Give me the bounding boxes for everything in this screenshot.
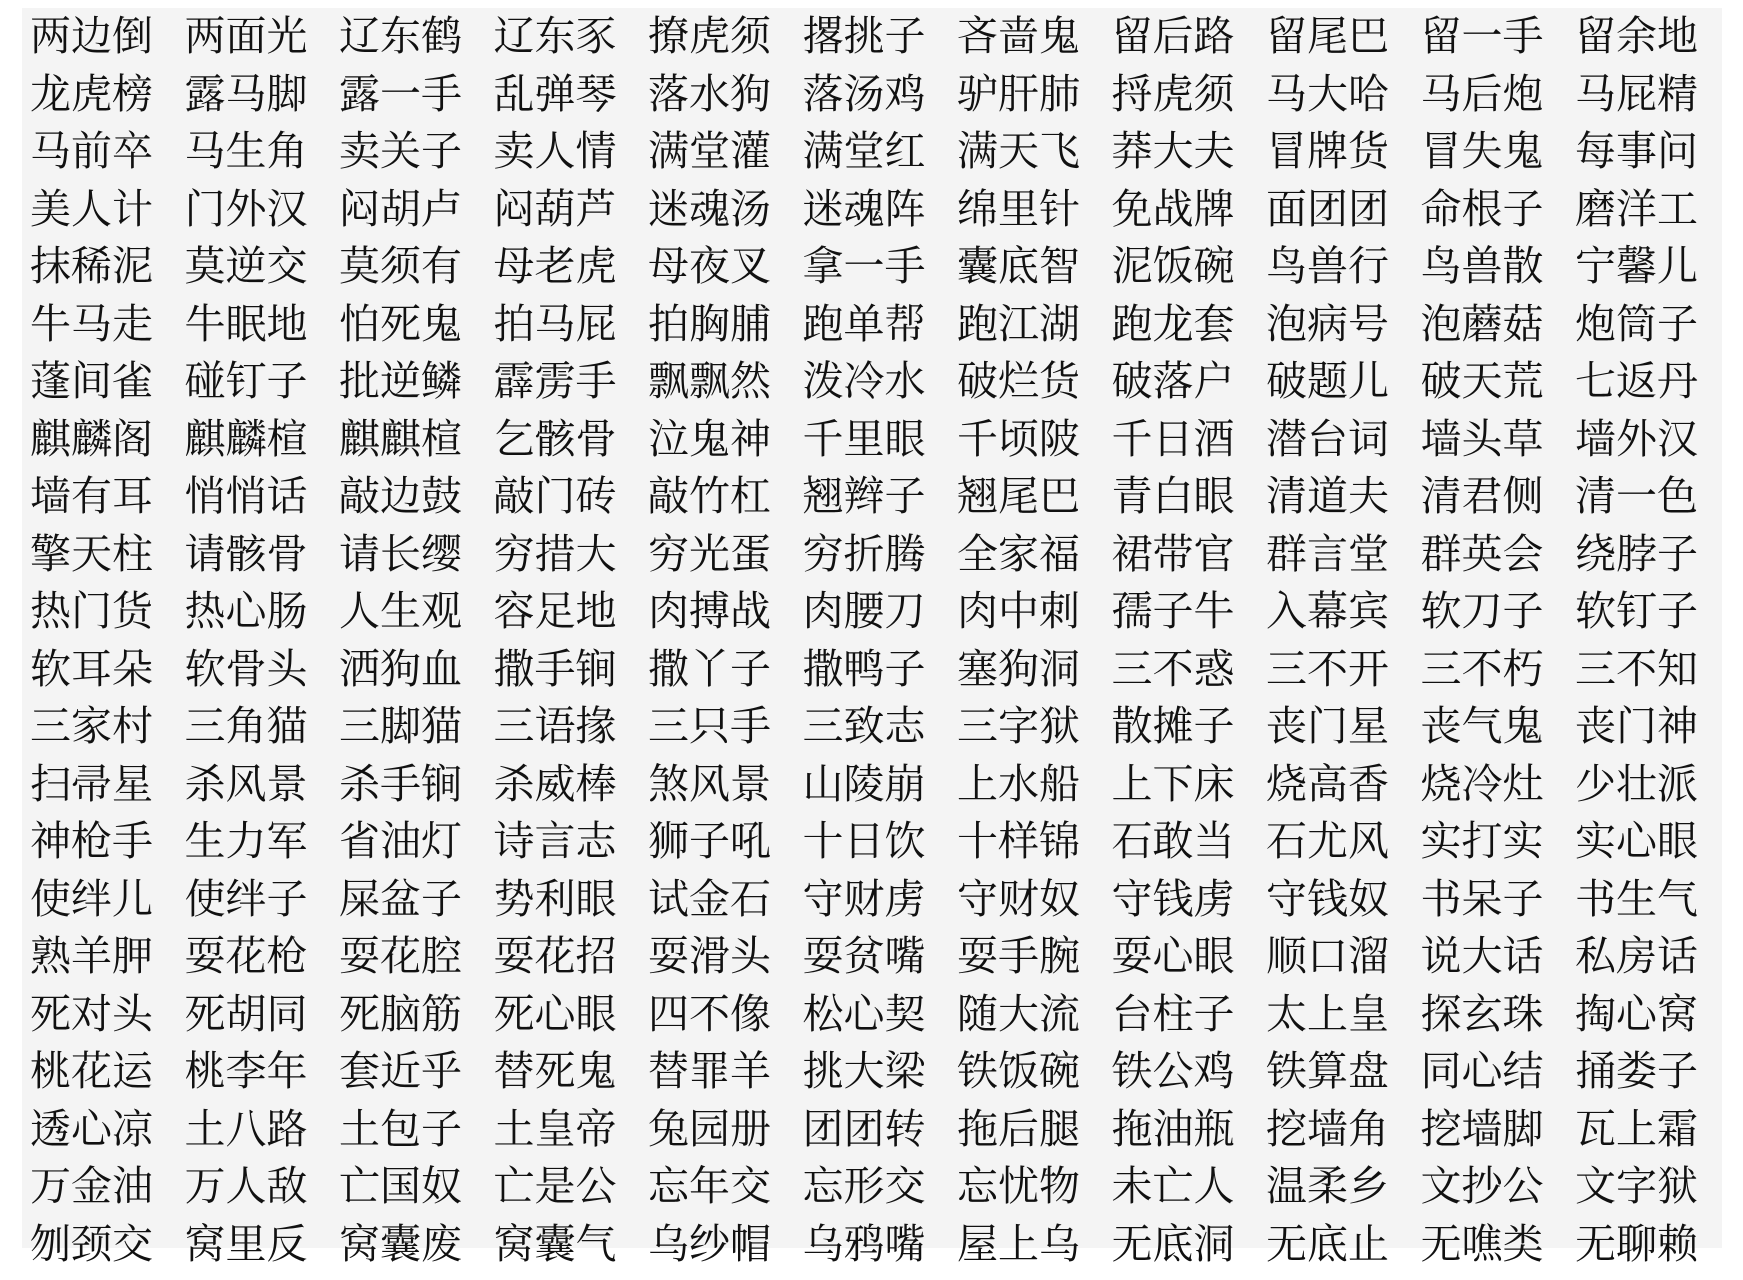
idiom-cell: 莽大夫 bbox=[1111, 127, 1235, 175]
idiom-cell: 挑大梁 bbox=[802, 1047, 926, 1095]
idiom-cell: 守钱虏 bbox=[1111, 874, 1235, 923]
idiom-cell: 冒失鬼 bbox=[1420, 127, 1544, 175]
idiom-cell: 温柔乡 bbox=[1266, 1162, 1389, 1210]
idiom-cell: 飘飘然 bbox=[648, 357, 771, 405]
idiom-cell: 清道夫 bbox=[1266, 472, 1389, 520]
idiom-cell: 三不惑 bbox=[1111, 644, 1235, 693]
idiom-cell: 热心肠 bbox=[184, 587, 308, 635]
idiom-cell: 露一手 bbox=[339, 69, 462, 118]
idiom-cell: 杀威棒 bbox=[493, 759, 617, 808]
idiom-cell: 墙头草 bbox=[1420, 414, 1544, 463]
idiom-cell: 清君侧 bbox=[1420, 472, 1544, 520]
idiom-cell: 窝里反 bbox=[184, 1219, 308, 1268]
idiom-cell: 三字狱 bbox=[957, 702, 1080, 750]
idiom-cell: 牛马走 bbox=[30, 299, 153, 348]
idiom-cell: 马前卒 bbox=[30, 127, 153, 175]
idiom-cell: 洒狗血 bbox=[339, 644, 462, 693]
idiom-cell: 敲门砖 bbox=[493, 472, 617, 520]
idiom-cell: 烧高香 bbox=[1266, 759, 1389, 808]
idiom-cell: 拍胸脯 bbox=[648, 299, 771, 348]
idiom-cell: 乞骸骨 bbox=[493, 414, 617, 463]
idiom-cell: 煞风景 bbox=[648, 759, 771, 808]
idiom-cell: 软耳朵 bbox=[30, 644, 153, 693]
idiom-cell: 熟羊胛 bbox=[30, 932, 153, 980]
idiom-cell: 翘尾巴 bbox=[957, 472, 1080, 520]
idiom-cell: 千里眼 bbox=[802, 414, 926, 463]
idiom-cell: 磨洋工 bbox=[1575, 184, 1698, 233]
idiom-cell: 屎盆子 bbox=[339, 874, 462, 923]
idiom-cell: 桃花运 bbox=[30, 1047, 153, 1095]
idiom-cell: 泼冷水 bbox=[802, 357, 926, 405]
idiom-cell: 挖墙脚 bbox=[1420, 1104, 1544, 1153]
idiom-cell: 软骨头 bbox=[184, 644, 308, 693]
idiom-cell: 使绊儿 bbox=[30, 874, 153, 923]
idiom-cell: 马后炮 bbox=[1420, 69, 1544, 118]
idiom-cell: 群英会 bbox=[1420, 529, 1544, 578]
idiom-cell: 三家村 bbox=[30, 702, 153, 750]
idiom-cell: 莫须有 bbox=[339, 242, 462, 290]
idiom-cell: 跑单帮 bbox=[802, 299, 926, 348]
idiom-cell: 满堂灌 bbox=[648, 127, 771, 175]
idiom-cell: 拖后腿 bbox=[957, 1104, 1080, 1153]
idiom-cell: 敲边鼓 bbox=[339, 472, 462, 520]
idiom-cell: 扫帚星 bbox=[30, 759, 153, 808]
idiom-cell: 群言堂 bbox=[1266, 529, 1389, 578]
idiom-cell: 三角猫 bbox=[184, 702, 308, 750]
idiom-cell: 留后路 bbox=[1111, 12, 1235, 60]
idiom-cell: 掏心窝 bbox=[1575, 989, 1698, 1038]
idiom-cell: 破落户 bbox=[1111, 357, 1235, 405]
idiom-cell: 面团团 bbox=[1266, 184, 1389, 233]
idiom-cell: 耍花枪 bbox=[184, 932, 308, 980]
idiom-cell: 热门货 bbox=[30, 587, 153, 635]
idiom-cell: 守钱奴 bbox=[1266, 874, 1389, 923]
idiom-cell: 三不知 bbox=[1575, 644, 1698, 693]
idiom-cell: 炮筒子 bbox=[1575, 299, 1698, 348]
idiom-cell: 怕死鬼 bbox=[339, 299, 462, 348]
idiom-cell: 探玄珠 bbox=[1420, 989, 1544, 1038]
idiom-cell: 三语掾 bbox=[493, 702, 617, 750]
idiom-cell: 捅娄子 bbox=[1575, 1047, 1698, 1095]
idiom-cell: 迷魂阵 bbox=[802, 184, 926, 233]
idiom-cell: 忘年交 bbox=[648, 1162, 771, 1210]
idiom-cell: 文字狱 bbox=[1575, 1162, 1698, 1210]
idiom-cell: 母老虎 bbox=[493, 242, 617, 290]
idiom-cell: 松心契 bbox=[802, 989, 926, 1038]
idiom-cell: 每事问 bbox=[1575, 127, 1698, 175]
idiom-cell: 肉搏战 bbox=[648, 587, 771, 635]
idiom-cell: 乱弹琴 bbox=[493, 69, 617, 118]
idiom-cell: 透心凉 bbox=[30, 1104, 153, 1153]
idiom-cell: 请骸骨 bbox=[184, 529, 308, 578]
idiom-cell: 省油灯 bbox=[339, 817, 462, 865]
idiom-cell: 泥饭碗 bbox=[1111, 242, 1235, 290]
idiom-cell: 迷魂汤 bbox=[648, 184, 771, 233]
idiom-cell: 满堂红 bbox=[802, 127, 926, 175]
idiom-cell: 太上皇 bbox=[1266, 989, 1389, 1038]
idiom-cell: 书生气 bbox=[1575, 874, 1698, 923]
idiom-cell: 四不像 bbox=[648, 989, 771, 1038]
idiom-cell: 台柱子 bbox=[1111, 989, 1235, 1038]
idiom-cell: 马大哈 bbox=[1266, 69, 1389, 118]
idiom-cell: 入幕宾 bbox=[1266, 587, 1389, 635]
idiom-cell: 龙虎榜 bbox=[30, 69, 153, 118]
idiom-cell: 马生角 bbox=[184, 127, 308, 175]
idiom-cell: 窝囊气 bbox=[493, 1219, 617, 1268]
idiom-cell: 说大话 bbox=[1420, 932, 1544, 980]
idiom-cell: 麒麟楦 bbox=[184, 414, 308, 463]
idiom-cell: 辽东豕 bbox=[493, 12, 617, 60]
idiom-cell: 敲竹杠 bbox=[648, 472, 771, 520]
idiom-cell: 套近乎 bbox=[339, 1047, 462, 1095]
idiom-cell: 撒鸭子 bbox=[802, 644, 926, 693]
idiom-cell: 破题儿 bbox=[1266, 357, 1389, 405]
idiom-cell: 麒麒楦 bbox=[339, 414, 462, 463]
idiom-cell: 悄悄话 bbox=[184, 472, 308, 520]
idiom-cell: 守财奴 bbox=[957, 874, 1080, 923]
idiom-cell: 撂挑子 bbox=[802, 12, 926, 60]
idiom-cell: 未亡人 bbox=[1111, 1162, 1235, 1210]
idiom-cell: 留一手 bbox=[1420, 12, 1544, 60]
idiom-cell: 私房话 bbox=[1575, 932, 1698, 980]
idiom-cell: 拖油瓶 bbox=[1111, 1104, 1235, 1153]
idiom-cell: 捋虎须 bbox=[1111, 69, 1235, 118]
idiom-cell: 文抄公 bbox=[1420, 1162, 1544, 1210]
idiom-cell: 杀风景 bbox=[184, 759, 308, 808]
idiom-cell: 随大流 bbox=[957, 989, 1080, 1038]
idiom-cell: 翘辫子 bbox=[802, 472, 926, 520]
idiom-cell: 牛眠地 bbox=[184, 299, 308, 348]
idiom-cell: 抹稀泥 bbox=[30, 242, 153, 290]
idiom-cell: 千日酒 bbox=[1111, 414, 1235, 463]
idiom-cell: 试金石 bbox=[648, 874, 771, 923]
idiom-cell: 铁公鸡 bbox=[1111, 1047, 1235, 1095]
idiom-cell: 三只手 bbox=[648, 702, 771, 750]
idiom-cell: 死脑筋 bbox=[339, 989, 462, 1038]
idiom-cell: 穷光蛋 bbox=[648, 529, 771, 578]
idiom-cell: 忘形交 bbox=[802, 1162, 926, 1210]
idiom-cell: 石敢当 bbox=[1111, 817, 1235, 865]
idiom-cell: 软刀子 bbox=[1420, 587, 1544, 635]
idiom-cell: 绕脖子 bbox=[1575, 529, 1698, 578]
idiom-cell: 无聊赖 bbox=[1575, 1219, 1698, 1268]
idiom-cell: 落水狗 bbox=[648, 69, 771, 118]
idiom-cell: 蓬间雀 bbox=[30, 357, 153, 405]
idiom-cell: 辽东鹤 bbox=[339, 12, 462, 60]
idiom-cell: 墙外汉 bbox=[1575, 414, 1698, 463]
idiom-cell: 七返丹 bbox=[1575, 357, 1698, 405]
idiom-cell: 书呆子 bbox=[1420, 874, 1544, 923]
idiom-cell: 潜台词 bbox=[1266, 414, 1389, 463]
idiom-cell: 两边倒 bbox=[30, 12, 153, 60]
idiom-cell: 容足地 bbox=[493, 587, 617, 635]
idiom-cell: 穷折腾 bbox=[802, 529, 926, 578]
idiom-cell: 势利眼 bbox=[493, 874, 617, 923]
idiom-cell: 拿一手 bbox=[802, 242, 926, 290]
idiom-cell: 生力军 bbox=[184, 817, 308, 865]
idiom-cell: 山陵崩 bbox=[802, 759, 926, 808]
idiom-grid bbox=[22, 8, 1722, 1268]
idiom-cell: 拍马屁 bbox=[493, 299, 617, 348]
idiom-cell: 清一色 bbox=[1575, 472, 1698, 520]
idiom-cell: 瓦上霜 bbox=[1575, 1104, 1698, 1153]
idiom-cell: 死胡同 bbox=[184, 989, 308, 1038]
idiom-cell: 鸟兽行 bbox=[1266, 242, 1389, 290]
idiom-cell: 命根子 bbox=[1420, 184, 1544, 233]
idiom-cell: 留尾巴 bbox=[1266, 12, 1389, 60]
idiom-cell: 撒丫子 bbox=[648, 644, 771, 693]
idiom-cell: 无底止 bbox=[1266, 1219, 1389, 1268]
idiom-cell: 使绊子 bbox=[184, 874, 308, 923]
idiom-cell: 铁饭碗 bbox=[957, 1047, 1080, 1095]
idiom-cell: 擎天柱 bbox=[30, 529, 153, 578]
idiom-cell: 莫逆交 bbox=[184, 242, 308, 290]
idiom-cell: 上水船 bbox=[957, 759, 1080, 808]
idiom-cell: 石尤风 bbox=[1266, 817, 1389, 865]
idiom-cell: 实心眼 bbox=[1575, 817, 1698, 865]
idiom-cell: 杀手锏 bbox=[339, 759, 462, 808]
idiom-cell: 实打实 bbox=[1420, 817, 1544, 865]
idiom-cell: 孺子牛 bbox=[1111, 587, 1235, 635]
idiom-cell: 十日饮 bbox=[802, 817, 926, 865]
idiom-cell: 两面光 bbox=[184, 12, 308, 60]
idiom-cell: 土皇帝 bbox=[493, 1104, 617, 1153]
idiom-cell: 卖关子 bbox=[339, 127, 462, 175]
idiom-cell: 屋上乌 bbox=[957, 1219, 1080, 1268]
idiom-cell: 请长缨 bbox=[339, 529, 462, 578]
idiom-cell: 忘忧物 bbox=[957, 1162, 1080, 1210]
idiom-cell: 塞狗洞 bbox=[957, 644, 1080, 693]
idiom-cell: 耍心眼 bbox=[1111, 932, 1235, 980]
idiom-cell: 千顷陂 bbox=[957, 414, 1080, 463]
idiom-cell: 宁馨儿 bbox=[1575, 242, 1698, 290]
idiom-cell: 耍手腕 bbox=[957, 932, 1080, 980]
idiom-cell: 土八路 bbox=[184, 1104, 308, 1153]
idiom-cell: 亡是公 bbox=[493, 1162, 617, 1210]
idiom-cell: 泡蘑菇 bbox=[1420, 299, 1544, 348]
idiom-cell: 守财虏 bbox=[802, 874, 926, 923]
idiom-cell: 露马脚 bbox=[184, 69, 308, 118]
idiom-cell: 批逆鳞 bbox=[339, 357, 462, 405]
idiom-cell: 散摊子 bbox=[1111, 702, 1235, 750]
idiom-cell: 鸟兽散 bbox=[1420, 242, 1544, 290]
idiom-cell: 马屁精 bbox=[1575, 69, 1698, 118]
idiom-cell: 免战牌 bbox=[1111, 184, 1235, 233]
idiom-cell: 吝啬鬼 bbox=[957, 12, 1080, 60]
idiom-cell: 顺口溜 bbox=[1266, 932, 1389, 980]
idiom-cell: 跑江湖 bbox=[957, 299, 1080, 348]
idiom-cell: 人生观 bbox=[339, 587, 462, 635]
idiom-cell: 闷葫芦 bbox=[493, 184, 617, 233]
idiom-cell: 诗言志 bbox=[493, 817, 617, 865]
idiom-cell: 肉腰刀 bbox=[802, 587, 926, 635]
idiom-cell: 耍花招 bbox=[493, 932, 617, 980]
idiom-cell: 肉中刺 bbox=[957, 587, 1080, 635]
idiom-cell: 挖墙角 bbox=[1266, 1104, 1389, 1153]
idiom-cell: 亡国奴 bbox=[339, 1162, 462, 1210]
idiom-cell: 同心结 bbox=[1420, 1047, 1544, 1095]
idiom-cell: 撒手锏 bbox=[493, 644, 617, 693]
idiom-cell: 门外汉 bbox=[184, 184, 308, 233]
idiom-cell: 替死鬼 bbox=[493, 1047, 617, 1095]
idiom-cell: 铁算盘 bbox=[1266, 1047, 1389, 1095]
idiom-cell: 乌纱帽 bbox=[648, 1219, 771, 1268]
idiom-cell: 霹雳手 bbox=[493, 357, 617, 405]
idiom-cell: 土包子 bbox=[339, 1104, 462, 1153]
idiom-cell: 刎颈交 bbox=[30, 1219, 153, 1268]
idiom-cell: 耍花腔 bbox=[339, 932, 462, 980]
idiom-cell: 碰钉子 bbox=[184, 357, 308, 405]
idiom-cell: 青白眼 bbox=[1111, 472, 1235, 520]
idiom-cell: 团团转 bbox=[802, 1104, 926, 1153]
idiom-cell: 窝囊废 bbox=[339, 1219, 462, 1268]
idiom-cell: 少壮派 bbox=[1575, 759, 1698, 808]
idiom-cell: 囊底智 bbox=[957, 242, 1080, 290]
idiom-cell: 替罪羊 bbox=[648, 1047, 771, 1095]
idiom-cell: 泡病号 bbox=[1266, 299, 1389, 348]
idiom-cell: 无底洞 bbox=[1111, 1219, 1235, 1268]
idiom-cell: 神枪手 bbox=[30, 817, 153, 865]
idiom-cell: 母夜叉 bbox=[648, 242, 771, 290]
idiom-cell: 无噍类 bbox=[1420, 1219, 1544, 1268]
idiom-cell: 丧气鬼 bbox=[1420, 702, 1544, 750]
idiom-cell: 三不开 bbox=[1266, 644, 1389, 693]
idiom-cell: 破天荒 bbox=[1420, 357, 1544, 405]
idiom-cell: 三脚猫 bbox=[339, 702, 462, 750]
idiom-cell: 万金油 bbox=[30, 1162, 153, 1210]
idiom-cell: 落汤鸡 bbox=[802, 69, 926, 118]
idiom-cell: 麒麟阁 bbox=[30, 414, 153, 463]
idiom-cell: 耍滑头 bbox=[648, 932, 771, 980]
idiom-cell: 软钉子 bbox=[1575, 587, 1698, 635]
idiom-cell: 绵里针 bbox=[957, 184, 1080, 233]
idiom-cell: 全家福 bbox=[957, 529, 1080, 578]
idiom-cell: 狮子吼 bbox=[648, 817, 771, 865]
idiom-cell: 冒牌货 bbox=[1266, 127, 1389, 175]
idiom-cell: 十样锦 bbox=[957, 817, 1080, 865]
idiom-cell: 裙带官 bbox=[1111, 529, 1235, 578]
idiom-cell: 三致志 bbox=[802, 702, 926, 750]
idiom-cell: 乌鸦嘴 bbox=[802, 1219, 926, 1268]
idiom-cell: 桃李年 bbox=[184, 1047, 308, 1095]
idiom-cell: 穷措大 bbox=[493, 529, 617, 578]
idiom-cell: 烧冷灶 bbox=[1420, 759, 1544, 808]
idiom-cell: 泣鬼神 bbox=[648, 414, 771, 463]
idiom-cell: 破烂货 bbox=[957, 357, 1080, 405]
idiom-cell: 丧门星 bbox=[1266, 702, 1389, 750]
idiom-cell: 丧门神 bbox=[1575, 702, 1698, 750]
idiom-cell: 墙有耳 bbox=[30, 472, 153, 520]
idiom-cell: 三不朽 bbox=[1420, 644, 1544, 693]
idiom-cell: 万人敌 bbox=[184, 1162, 308, 1210]
idiom-cell: 耍贫嘴 bbox=[802, 932, 926, 980]
idiom-cell: 撩虎须 bbox=[648, 12, 771, 60]
idiom-cell: 死心眼 bbox=[493, 989, 617, 1038]
idiom-cell: 留余地 bbox=[1575, 12, 1698, 60]
idiom-cell: 兔园册 bbox=[648, 1104, 771, 1153]
idiom-cell: 闷胡卢 bbox=[339, 184, 462, 233]
idiom-cell: 死对头 bbox=[30, 989, 153, 1038]
idiom-cell: 上下床 bbox=[1111, 759, 1235, 808]
idiom-cell: 跑龙套 bbox=[1111, 299, 1235, 348]
idiom-cell: 卖人情 bbox=[493, 127, 617, 175]
idiom-cell: 满天飞 bbox=[957, 127, 1080, 175]
idiom-cell: 驴肝肺 bbox=[957, 69, 1080, 118]
idiom-cell: 美人计 bbox=[30, 184, 153, 233]
